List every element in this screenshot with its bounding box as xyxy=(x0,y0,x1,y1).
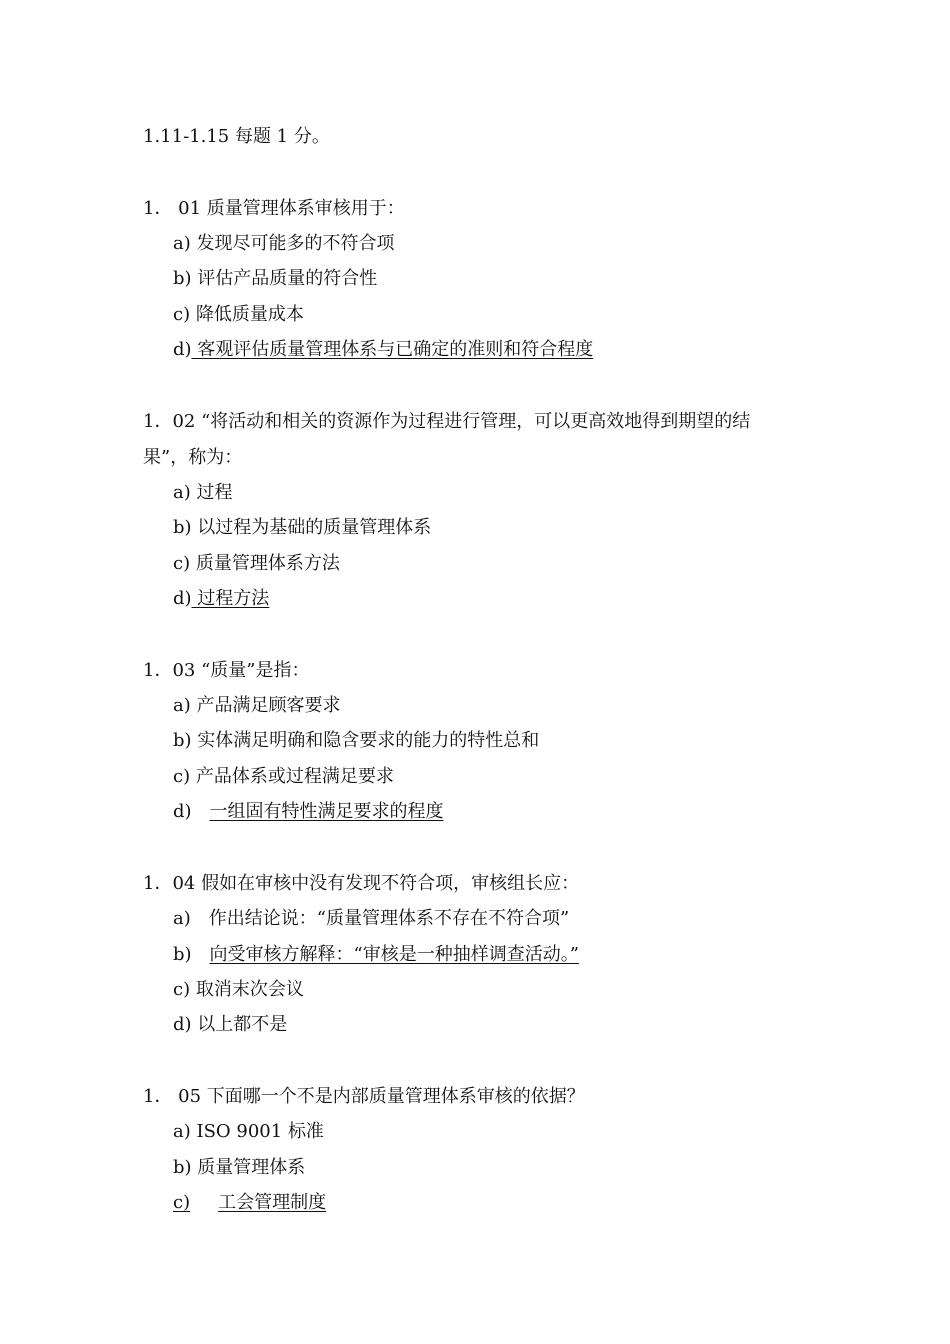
q4-option-c xyxy=(173,978,304,1002)
question-stem-3: 1．03 “质量”是指： xyxy=(143,660,310,681)
q3-option-d-answer xyxy=(173,800,444,824)
q1-option-a xyxy=(173,232,395,256)
option-text: 以过程为基础的质量管理体系 xyxy=(191,517,432,538)
question-stem-2-line2: 果”，称为： xyxy=(143,447,243,468)
option-text: 作出结论说：“质量管理体系不存在不符合项” xyxy=(208,908,570,929)
q4-option-a xyxy=(173,907,569,931)
question-stem-2-line1: 1．02 “将活动和相关的资源作为过程进行管理，可以更高效地得到期望的结 xyxy=(143,411,751,432)
option-text: 质量管理体系 xyxy=(191,1157,306,1178)
option-text: 降低质量成本 xyxy=(190,304,304,325)
option-label: a) xyxy=(173,482,191,503)
option-label: c) xyxy=(173,304,191,325)
option-label: b) xyxy=(173,730,192,751)
option-label: a) xyxy=(173,908,191,929)
option-label: b) xyxy=(173,268,192,289)
section-header: 1.11-1.15 每题 1 分。 xyxy=(143,126,330,147)
option-text: 发现尽可能多的不符合项 xyxy=(190,233,395,254)
option-label: b) xyxy=(173,944,192,965)
option-label: d) xyxy=(173,339,192,360)
option-label: a) xyxy=(173,695,191,716)
option-text: 以上都不是 xyxy=(191,1014,288,1035)
question-stem-5: 1． 05 下面哪一个不是内部质量管理体系审核的依据？ xyxy=(143,1086,585,1107)
q4-option-d xyxy=(173,1013,287,1037)
option-text: 产品满足顾客要求 xyxy=(190,695,341,716)
q5-option-c-answer xyxy=(173,1191,326,1215)
option-label: d) xyxy=(173,801,192,822)
option-label: d) xyxy=(173,588,192,609)
q2-option-d-answer xyxy=(173,587,269,611)
option-label: c) xyxy=(173,979,191,1000)
option-label: a) xyxy=(173,1121,191,1142)
question-stem-4: 1．04 假如在审核中没有发现不符合项，审核组长应： xyxy=(143,873,580,894)
q4-option-b-answer xyxy=(173,943,579,967)
option-label: c) xyxy=(173,1192,191,1213)
q2-option-a xyxy=(173,481,233,505)
option-text: 取消末次会议 xyxy=(190,979,304,1000)
q1-option-c xyxy=(173,303,304,327)
q3-option-a xyxy=(173,694,341,718)
option-text: 评估产品质量的符合性 xyxy=(191,268,378,289)
option-label: c) xyxy=(173,553,191,574)
q5-option-b xyxy=(173,1156,305,1180)
option-text: 一组固有特性满足要求的程度 xyxy=(209,801,444,822)
option-text: 过程 xyxy=(190,482,233,503)
q3-option-b xyxy=(173,729,539,753)
option-label: c) xyxy=(173,766,191,787)
option-text: 工会管理制度 xyxy=(218,1192,327,1213)
option-label: b) xyxy=(173,1157,192,1178)
option-label: a) xyxy=(173,233,191,254)
option-text: 质量管理体系方法 xyxy=(190,553,340,574)
q1-option-b xyxy=(173,267,377,291)
question-stem-1: 1． 01 质量管理体系审核用于： xyxy=(143,198,405,219)
q2-option-c xyxy=(173,552,340,576)
option-text: ISO 9001 标准 xyxy=(190,1121,324,1142)
q5-option-a xyxy=(173,1120,324,1144)
option-text: 客观评估质量管理体系与已确定的准则和符合程度 xyxy=(191,339,594,360)
option-text: 实体满足明确和隐含要求的能力的特性总和 xyxy=(191,730,540,751)
option-text: 产品体系或过程满足要求 xyxy=(190,766,394,787)
q2-option-b xyxy=(173,516,431,540)
option-text: 向受审核方解释：“审核是一种抽样调查活动。” xyxy=(209,944,579,965)
q3-option-c xyxy=(173,765,394,789)
option-text: 过程方法 xyxy=(191,588,270,609)
q1-option-d-answer xyxy=(173,338,593,362)
option-label: d) xyxy=(173,1014,192,1035)
option-label: b) xyxy=(173,517,192,538)
